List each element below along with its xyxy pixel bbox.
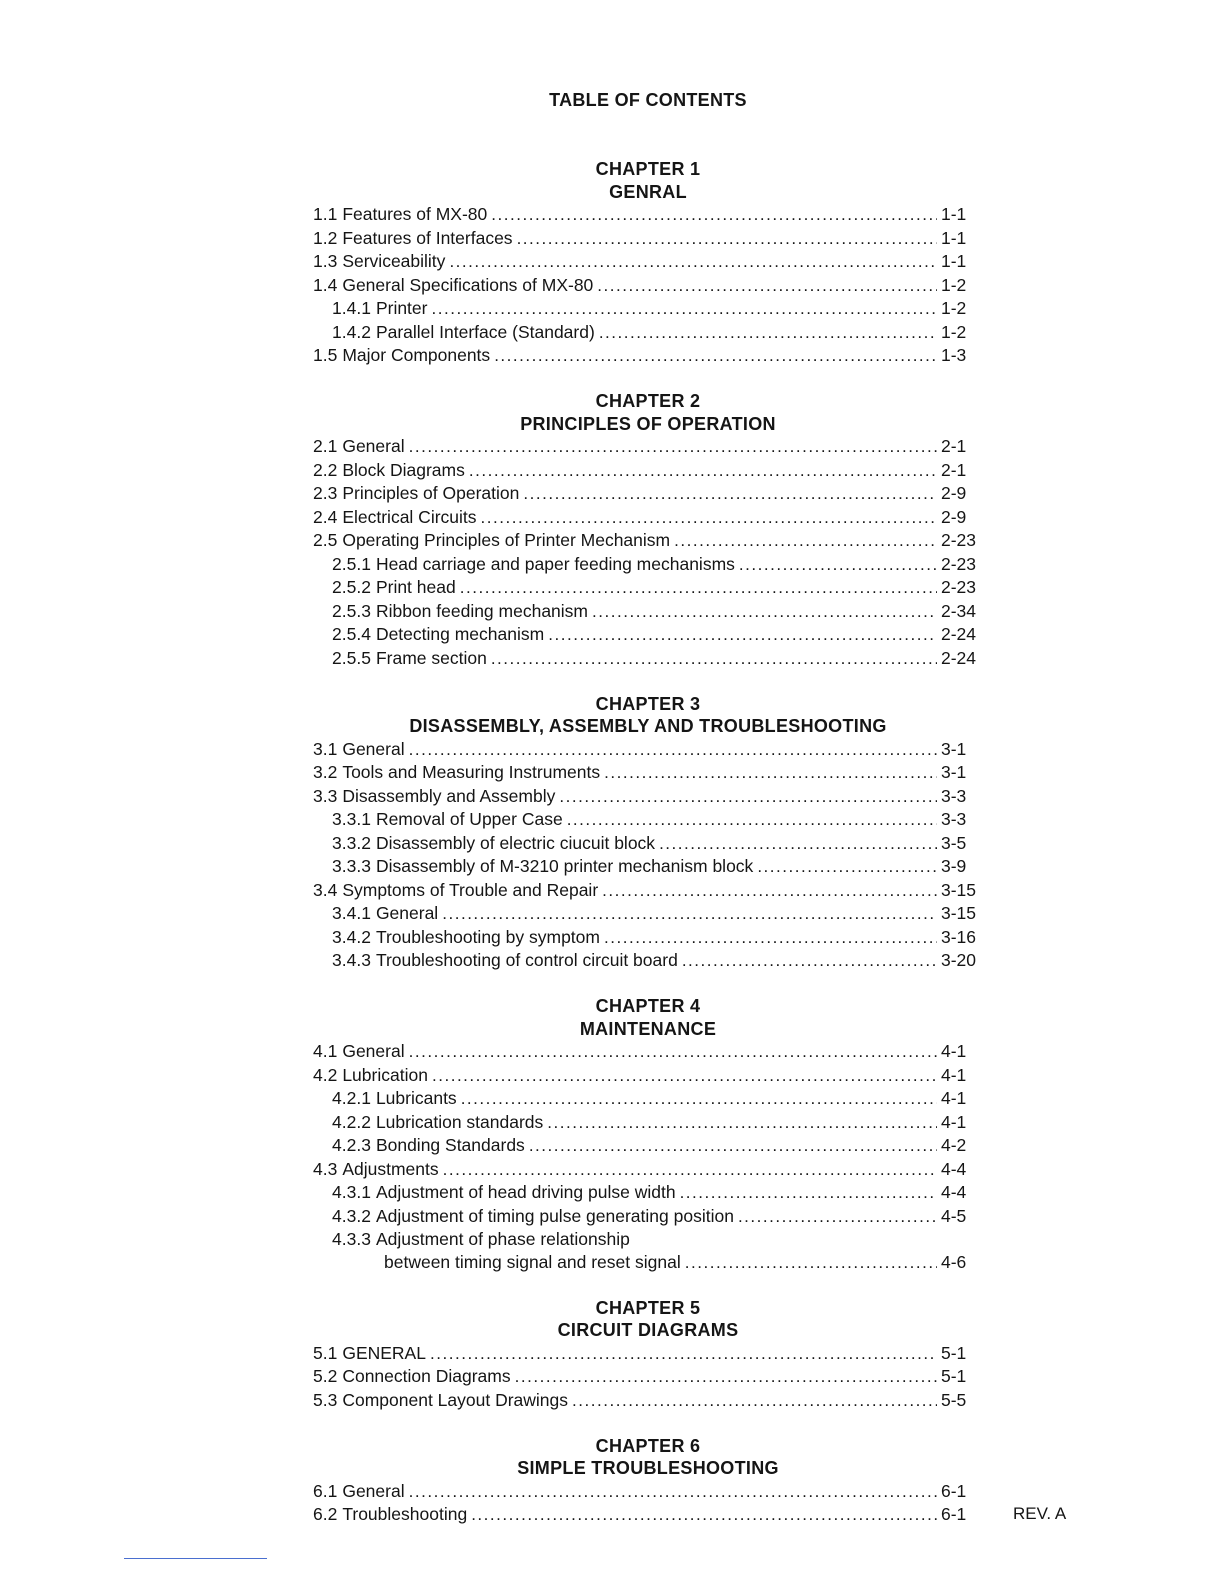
entry-number: 1.4.2 [332, 321, 371, 342]
toc-entry[interactable] [313, 738, 985, 762]
entry-title: Troubleshooting [342, 1504, 468, 1524]
entry-number: 3.3 [313, 785, 338, 806]
entry-number: 3.3.2 [332, 832, 371, 853]
toc-entry[interactable] [313, 1134, 985, 1158]
entry-title: Principles of Operation [342, 483, 520, 503]
entry-page: 3-20 [941, 950, 977, 970]
dot-leader [460, 577, 937, 600]
toc-entry[interactable] [313, 482, 985, 506]
toc-entry[interactable] [313, 344, 985, 368]
entry-title: Operating Principles of Printer Mechanism [342, 530, 671, 550]
entry-title: General [342, 436, 405, 456]
toc-entry[interactable] [313, 1503, 985, 1527]
entry-title: Troubleshooting of control circuit board [375, 950, 678, 970]
toc-entry[interactable] [313, 1342, 985, 1366]
dot-leader [559, 786, 937, 809]
toc-entry[interactable] [313, 1158, 985, 1182]
dot-leader [491, 204, 937, 227]
dot-leader [674, 530, 937, 553]
dot-leader [548, 624, 937, 647]
entry-title: Detecting mechanism [375, 624, 545, 644]
entry-number: 3.3.3 [332, 856, 371, 876]
entry-title: Serviceability [342, 251, 446, 271]
dot-leader [432, 1065, 937, 1088]
toc-entry[interactable] [313, 647, 985, 671]
chapter-name: MAINTENANCE [579, 1018, 717, 1039]
entry-page: 3-9 [941, 856, 967, 876]
toc-entry[interactable] [313, 808, 985, 832]
chapter-label: CHAPTER 6 [595, 1435, 701, 1456]
dot-leader [567, 809, 937, 832]
dot-leader [602, 880, 937, 903]
entry-page: 4-4 [941, 1158, 967, 1179]
toc-entry[interactable] [313, 855, 985, 879]
toc-entry[interactable] [313, 1228, 985, 1251]
entry-page: 2-34 [941, 600, 977, 621]
chapter-label: CHAPTER 1 [595, 159, 701, 179]
entry-title: Connection Diagrams [342, 1366, 511, 1386]
entry-number: 1.5 [313, 345, 338, 365]
entry-page: 2-24 [941, 647, 977, 668]
dot-leader [604, 762, 937, 785]
entry-number: 3.1 [313, 738, 338, 759]
toc-entry[interactable] [313, 576, 985, 600]
entry-number: 3.4.3 [332, 950, 371, 970]
toc-entry[interactable] [313, 902, 985, 926]
entry-number: 4.1 [313, 1041, 338, 1061]
entry-page: 5-5 [941, 1389, 967, 1410]
toc-entry[interactable] [313, 832, 985, 856]
revision-label: REV. A [1013, 1504, 1067, 1523]
entry-title: Electrical Circuits [342, 506, 477, 527]
toc-entry[interactable] [313, 459, 985, 483]
toc-entry[interactable] [313, 785, 985, 809]
entry-number: 3.4.2 [332, 926, 371, 947]
entry-title: Disassembly of M-3210 printer mechanism block [375, 856, 754, 876]
entry-number: 2.1 [313, 436, 338, 456]
toc-entry[interactable] [313, 1365, 985, 1389]
dot-leader [481, 507, 937, 530]
dot-leader [515, 1366, 937, 1389]
toc-entry[interactable] [313, 1040, 985, 1064]
entry-page: 4-1 [941, 1041, 967, 1061]
dot-leader [461, 1088, 937, 1111]
toc-entry[interactable] [313, 926, 985, 950]
entry-number: 1.4.1 [332, 298, 371, 318]
entry-title: Frame section [375, 647, 487, 668]
entry-page: 3-15 [941, 903, 977, 923]
entry-number: 4.3 [313, 1158, 338, 1179]
toc-entry[interactable] [313, 435, 985, 459]
toc-entry[interactable] [313, 1205, 985, 1229]
entry-number: 1.2 [313, 227, 338, 248]
entry-title-continued: between timing signal and reset signal [384, 1251, 681, 1272]
dot-leader [517, 228, 937, 251]
dot-leader [604, 927, 937, 950]
entry-title: Features of Interfaces [342, 227, 513, 248]
toc-entry[interactable] [313, 321, 985, 345]
entry-title: Head carriage and paper feeding mechanisms [375, 553, 735, 574]
entry-number: 4.3.2 [332, 1205, 371, 1226]
entry-title: Removal of Upper Case [375, 809, 563, 829]
entry-number: 4.3.3 [332, 1229, 371, 1249]
chapter-name: DISASSEMBLY, ASSEMBLY AND TROUBLESHOOTING [409, 716, 887, 736]
dot-leader [430, 1343, 937, 1366]
entry-number: 2.5.5 [332, 647, 371, 668]
toc-entry[interactable] [313, 623, 985, 647]
entry-title: Troubleshooting by symptom [375, 926, 600, 947]
dot-leader [738, 1206, 937, 1229]
entry-title: Adjustments [342, 1158, 439, 1179]
entry-number: 3.2 [313, 762, 338, 782]
entry-number: 2.4 [313, 506, 338, 527]
dot-leader [529, 1135, 937, 1158]
chapter-name: GENRAL [609, 181, 687, 202]
entry-title: Block Diagrams [342, 459, 465, 480]
dot-leader [409, 1481, 937, 1504]
entry-number: 5.1 [313, 1342, 338, 1363]
entry-number: 1.1 [313, 204, 338, 224]
dot-leader [523, 483, 937, 506]
entry-number: 3.3.1 [332, 809, 371, 829]
entry-title: Lubrication [342, 1064, 428, 1085]
entry-number: 2.5 [313, 530, 338, 550]
chapter-label: CHAPTER 3 [595, 693, 701, 714]
entry-page: 3-1 [941, 738, 967, 759]
entry-page: 4-1 [941, 1064, 967, 1085]
entry-page: 1-1 [941, 251, 967, 271]
entry-page: 1-1 [941, 227, 967, 248]
entry-page: 2-24 [941, 624, 977, 644]
toc-entry[interactable] [313, 600, 985, 624]
entry-page: 5-1 [941, 1342, 967, 1363]
toc-entry[interactable] [313, 227, 985, 251]
entry-page: 4-1 [941, 1111, 967, 1132]
entry-number: 4.2.2 [332, 1111, 371, 1132]
entry-page: 4-1 [941, 1088, 967, 1108]
entry-title: Major Components [342, 345, 491, 365]
entry-page: 2-1 [941, 459, 967, 480]
chapter-label: CHAPTER 2 [595, 391, 701, 411]
entry-title: Parallel Interface (Standard) [375, 321, 595, 342]
dot-leader [409, 436, 937, 459]
toc-title: TABLE OF CONTENTS [549, 90, 747, 110]
chapter-section [313, 1297, 985, 1413]
entry-title: GENERAL [342, 1342, 426, 1363]
entry-page: 3-16 [941, 926, 977, 947]
dot-leader [599, 322, 937, 345]
chapter-section [313, 158, 985, 368]
toc-entry[interactable] [313, 203, 985, 227]
entry-number: 4.2.1 [332, 1088, 371, 1108]
dot-leader [572, 1390, 937, 1413]
entry-number: 6.1 [313, 1480, 338, 1501]
toc-entry[interactable] [313, 506, 985, 530]
entry-number: 1.4 [313, 274, 338, 295]
dot-leader [739, 554, 937, 577]
dot-leader [409, 1041, 937, 1064]
entry-number: 1.3 [313, 251, 338, 271]
dot-leader [409, 739, 937, 762]
entry-title: Lubricants [375, 1088, 457, 1108]
toc-entry[interactable] [313, 274, 985, 298]
chapter-name: SIMPLE TROUBLESHOOTING [517, 1458, 779, 1478]
entry-title: Printer [375, 298, 428, 318]
toc-entry[interactable] [313, 1480, 985, 1504]
entry-page: 1-1 [941, 204, 967, 224]
entry-title: Adjustment of timing pulse generating position [375, 1205, 734, 1226]
entry-page: 2-23 [941, 553, 977, 574]
entry-page: 2-1 [941, 436, 967, 456]
dot-leader [491, 648, 937, 671]
entry-number: 2.3 [313, 483, 338, 503]
entry-page: 4-6 [941, 1251, 967, 1272]
entry-title: General [342, 738, 405, 759]
toc-list [313, 158, 985, 1549]
entry-page: 3-3 [941, 809, 967, 829]
toc-entry[interactable] [313, 949, 985, 973]
toc-entry[interactable] [313, 297, 985, 321]
entry-page: 6-1 [941, 1504, 967, 1524]
chapter-section [313, 390, 985, 670]
chapter-label: CHAPTER 4 [595, 996, 701, 1016]
entry-page: 2-9 [941, 506, 967, 527]
dot-leader [442, 903, 937, 926]
dot-leader [547, 1112, 937, 1135]
chapter-section [313, 995, 985, 1274]
entry-number: 2.5.1 [332, 553, 371, 574]
dot-leader [494, 345, 937, 368]
toc-entry[interactable] [313, 1087, 985, 1111]
entry-page: 1-3 [941, 345, 967, 365]
dot-leader [685, 1252, 937, 1275]
entry-title: General [342, 1041, 405, 1061]
chapter-label: CHAPTER 5 [595, 1297, 701, 1318]
entry-number: 2.5.4 [332, 624, 371, 644]
entry-page: 2-9 [941, 483, 967, 503]
dot-leader [682, 950, 937, 973]
entry-title: Symptoms of Trouble and Repair [342, 879, 599, 900]
entry-title: Component Layout Drawings [342, 1389, 569, 1410]
entry-title: Adjustment of head driving pulse width [375, 1182, 676, 1202]
entry-page: 3-15 [941, 879, 977, 900]
dot-leader [680, 1182, 937, 1205]
toc-entry[interactable] [313, 1111, 985, 1135]
toc-entry[interactable] [313, 1389, 985, 1413]
entry-number: 2.5.2 [332, 577, 371, 597]
entry-number: 2.5.3 [332, 600, 371, 621]
dot-leader [443, 1159, 937, 1182]
toc-entry[interactable] [313, 250, 985, 274]
entry-number: 4.2.3 [332, 1135, 371, 1155]
toc-entry[interactable] [313, 529, 985, 553]
entry-page: 5-1 [941, 1366, 967, 1386]
entry-number: 6.2 [313, 1504, 338, 1524]
dot-leader [449, 251, 937, 274]
entry-title: General Specifications of MX-80 [342, 274, 594, 295]
entry-title: Disassembly and Assembly [342, 785, 556, 806]
entry-title: Disassembly of electric ciucuit block [375, 832, 656, 853]
entry-title: General [375, 903, 439, 923]
dot-leader [659, 833, 937, 856]
entry-page: 3-5 [941, 832, 967, 853]
entry-page: 2-23 [941, 530, 977, 550]
entry-page: 4-5 [941, 1205, 967, 1226]
dot-leader [469, 460, 937, 483]
dot-leader [471, 1504, 937, 1527]
entry-title: Ribbon feeding mechanism [375, 600, 589, 621]
toc-entry[interactable] [313, 553, 985, 577]
toc-entry[interactable] [313, 761, 985, 785]
entry-number: 2.2 [313, 459, 338, 480]
dot-leader [431, 298, 937, 321]
dot-leader [592, 601, 937, 624]
entry-number: 3.4.1 [332, 903, 371, 923]
entry-page: 1-2 [941, 298, 967, 318]
toc-entry-continuation[interactable] [313, 1251, 985, 1275]
entry-page: 4-2 [941, 1135, 967, 1155]
entry-number: 3.4 [313, 879, 338, 900]
toc-entry[interactable] [313, 1064, 985, 1088]
footer-rule [124, 1558, 267, 1559]
entry-title: Print head [375, 577, 456, 597]
toc-entry[interactable] [313, 879, 985, 903]
toc-entry[interactable] [313, 1181, 985, 1205]
entry-title: Features of MX-80 [342, 204, 488, 224]
entry-page: 6-1 [941, 1480, 967, 1501]
chapter-section [313, 693, 985, 973]
entry-title: Bonding Standards [375, 1135, 525, 1155]
entry-number: 5.3 [313, 1389, 338, 1410]
chapter-section [313, 1435, 985, 1527]
entry-title: Tools and Measuring Instruments [342, 762, 601, 782]
entry-number: 5.2 [313, 1366, 338, 1386]
dot-leader [757, 856, 937, 879]
entry-number: 4.3.1 [332, 1182, 371, 1202]
entry-title: Lubrication standards [375, 1111, 544, 1132]
entry-number: 4.2 [313, 1064, 338, 1085]
entry-page: 3-1 [941, 762, 967, 782]
dot-leader [597, 275, 937, 298]
entry-page: 3-3 [941, 785, 967, 806]
chapter-name: CIRCUIT DIAGRAMS [557, 1320, 739, 1340]
entry-page: 1-2 [941, 321, 967, 342]
entry-page: 2-23 [941, 577, 977, 597]
chapter-name: PRINCIPLES OF OPERATION [520, 413, 776, 434]
entry-page: 4-4 [941, 1182, 967, 1202]
entry-page: 1-2 [941, 274, 967, 295]
entry-title: Adjustment of phase relationship [375, 1229, 630, 1249]
entry-title: General [342, 1480, 405, 1501]
